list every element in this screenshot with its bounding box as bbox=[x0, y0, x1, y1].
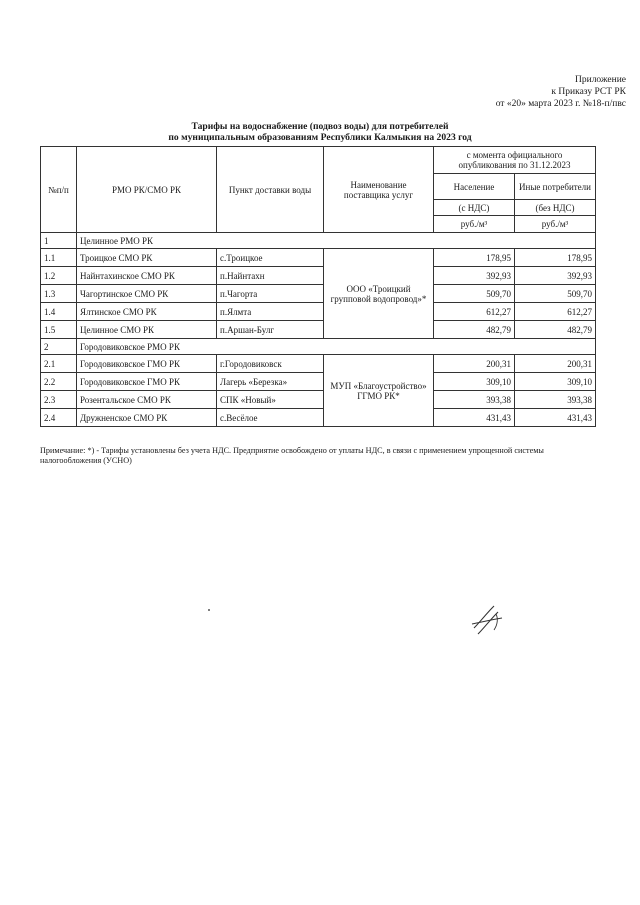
appendix-block bbox=[496, 74, 626, 110]
row-num: 2.1 bbox=[41, 355, 77, 373]
row-population-tariff: 509,70 bbox=[434, 285, 515, 303]
row-num: 2.4 bbox=[41, 409, 77, 427]
row-other-tariff: 431,43 bbox=[515, 409, 596, 427]
row-point: г.Городовиковск bbox=[217, 355, 324, 373]
row-population-tariff: 392,93 bbox=[434, 267, 515, 285]
row-num: 2.2 bbox=[41, 373, 77, 391]
header-other-consumers: Иные потребители bbox=[515, 174, 596, 200]
row-point: с.Весёлое bbox=[217, 409, 324, 427]
table-row bbox=[41, 355, 596, 373]
row-population-tariff: 482,79 bbox=[434, 321, 515, 339]
row-other-tariff: 612,27 bbox=[515, 303, 596, 321]
row-num: 1.4 bbox=[41, 303, 77, 321]
row-num: 1.2 bbox=[41, 267, 77, 285]
document-title bbox=[40, 121, 600, 143]
row-smo: Найнтахинское СМО РК bbox=[77, 267, 217, 285]
header-num: №п/п bbox=[41, 147, 77, 233]
table-row bbox=[41, 391, 596, 409]
table-row-group-2 bbox=[41, 339, 596, 355]
table-row bbox=[41, 373, 596, 391]
row-other-tariff: 482,79 bbox=[515, 321, 596, 339]
row-population-tariff: 431,43 bbox=[434, 409, 515, 427]
table-row bbox=[41, 303, 596, 321]
group-name: Городовиковское РМО РК bbox=[77, 339, 596, 355]
row-point: п.Ялмта bbox=[217, 303, 324, 321]
title-line-1: Тарифы на водоснабжение (подвоз воды) для потребителей bbox=[191, 121, 449, 132]
row-point: СПК «Новый» bbox=[217, 391, 324, 409]
row-point: с.Троицкое bbox=[217, 249, 324, 267]
header-rmo: РМО РК/СМО РК bbox=[77, 147, 217, 233]
row-num: 1.5 bbox=[41, 321, 77, 339]
row-other-tariff: 200,31 bbox=[515, 355, 596, 373]
row-population-tariff: 309,10 bbox=[434, 373, 515, 391]
row-population-tariff: 178,95 bbox=[434, 249, 515, 267]
appendix-line-3: от «20» марта 2023 г. №18-п/пвс bbox=[495, 99, 626, 109]
header-with-vat: (с НДС) bbox=[434, 200, 515, 216]
table-row-group-1 bbox=[41, 233, 596, 249]
row-smo: Городовиковское ГМО РК bbox=[77, 373, 217, 391]
header-supplier: Наименование поставщика услуг bbox=[324, 147, 434, 233]
row-population-tariff: 393,38 bbox=[434, 391, 515, 409]
row-other-tariff: 392,93 bbox=[515, 267, 596, 285]
row-smo: Розентальское СМО РК bbox=[77, 391, 217, 409]
row-smo: Ялтинское СМО РК bbox=[77, 303, 217, 321]
header-delivery-point: Пункт доставки воды bbox=[217, 147, 324, 233]
row-smo: Чагортинское СМО РК bbox=[77, 285, 217, 303]
appendix-line-2: к Приказу РСТ РК bbox=[551, 87, 626, 97]
row-smo: Целинное СМО РК bbox=[77, 321, 217, 339]
row-point: п.Аршан-Булг bbox=[217, 321, 324, 339]
table-row bbox=[41, 285, 596, 303]
row-num: 1.1 bbox=[41, 249, 77, 267]
row-other-tariff: 393,38 bbox=[515, 391, 596, 409]
group-num: 2 bbox=[41, 339, 77, 355]
header-unit-2: руб./м³ bbox=[515, 216, 596, 233]
footnote: Примечание: *) - Тарифы установлены без учета НДС. Предприятие освобождено от уплаты НДС, в связи с применением упрощенной системы налогообложения (УСНО) bbox=[40, 446, 544, 465]
appendix-line-1: Приложение bbox=[575, 75, 626, 85]
row-point: п.Чагорта bbox=[217, 285, 324, 303]
supplier-cell: ООО «Троицкий групповой водопровод»* bbox=[324, 249, 434, 339]
header-without-vat: (без НДС) bbox=[515, 200, 596, 216]
table-row bbox=[41, 409, 596, 427]
row-other-tariff: 309,10 bbox=[515, 373, 596, 391]
header-period: с момента официального опубликования по 31.12.2023 bbox=[434, 147, 596, 174]
group-name: Целинное РМО РК bbox=[77, 233, 596, 249]
signature-mark bbox=[468, 600, 508, 640]
row-other-tariff: 178,95 bbox=[515, 249, 596, 267]
scan-speck bbox=[208, 609, 210, 611]
header-population: Население bbox=[434, 174, 515, 200]
row-num: 1.3 bbox=[41, 285, 77, 303]
header-unit-1: руб./м³ bbox=[434, 216, 515, 233]
row-other-tariff: 509,70 bbox=[515, 285, 596, 303]
row-smo: Городовиковское ГМО РК bbox=[77, 355, 217, 373]
group-num: 1 bbox=[41, 233, 77, 249]
title-line-2: по муниципальным образованиям Республики Калмыкия на 2023 год bbox=[168, 132, 472, 143]
table-row bbox=[41, 249, 596, 267]
table-row bbox=[41, 321, 596, 339]
row-smo: Дружненское СМО РК bbox=[77, 409, 217, 427]
row-smo: Троицкое СМО РК bbox=[77, 249, 217, 267]
row-point: Лагерь «Березка» bbox=[217, 373, 324, 391]
tariffs-table bbox=[40, 146, 596, 427]
row-population-tariff: 612,27 bbox=[434, 303, 515, 321]
table-row bbox=[41, 267, 596, 285]
supplier-cell: МУП «Благоустройство» ГГМО РК* bbox=[324, 355, 434, 427]
row-population-tariff: 200,31 bbox=[434, 355, 515, 373]
row-num: 2.3 bbox=[41, 391, 77, 409]
row-point: п.Найнтахн bbox=[217, 267, 324, 285]
